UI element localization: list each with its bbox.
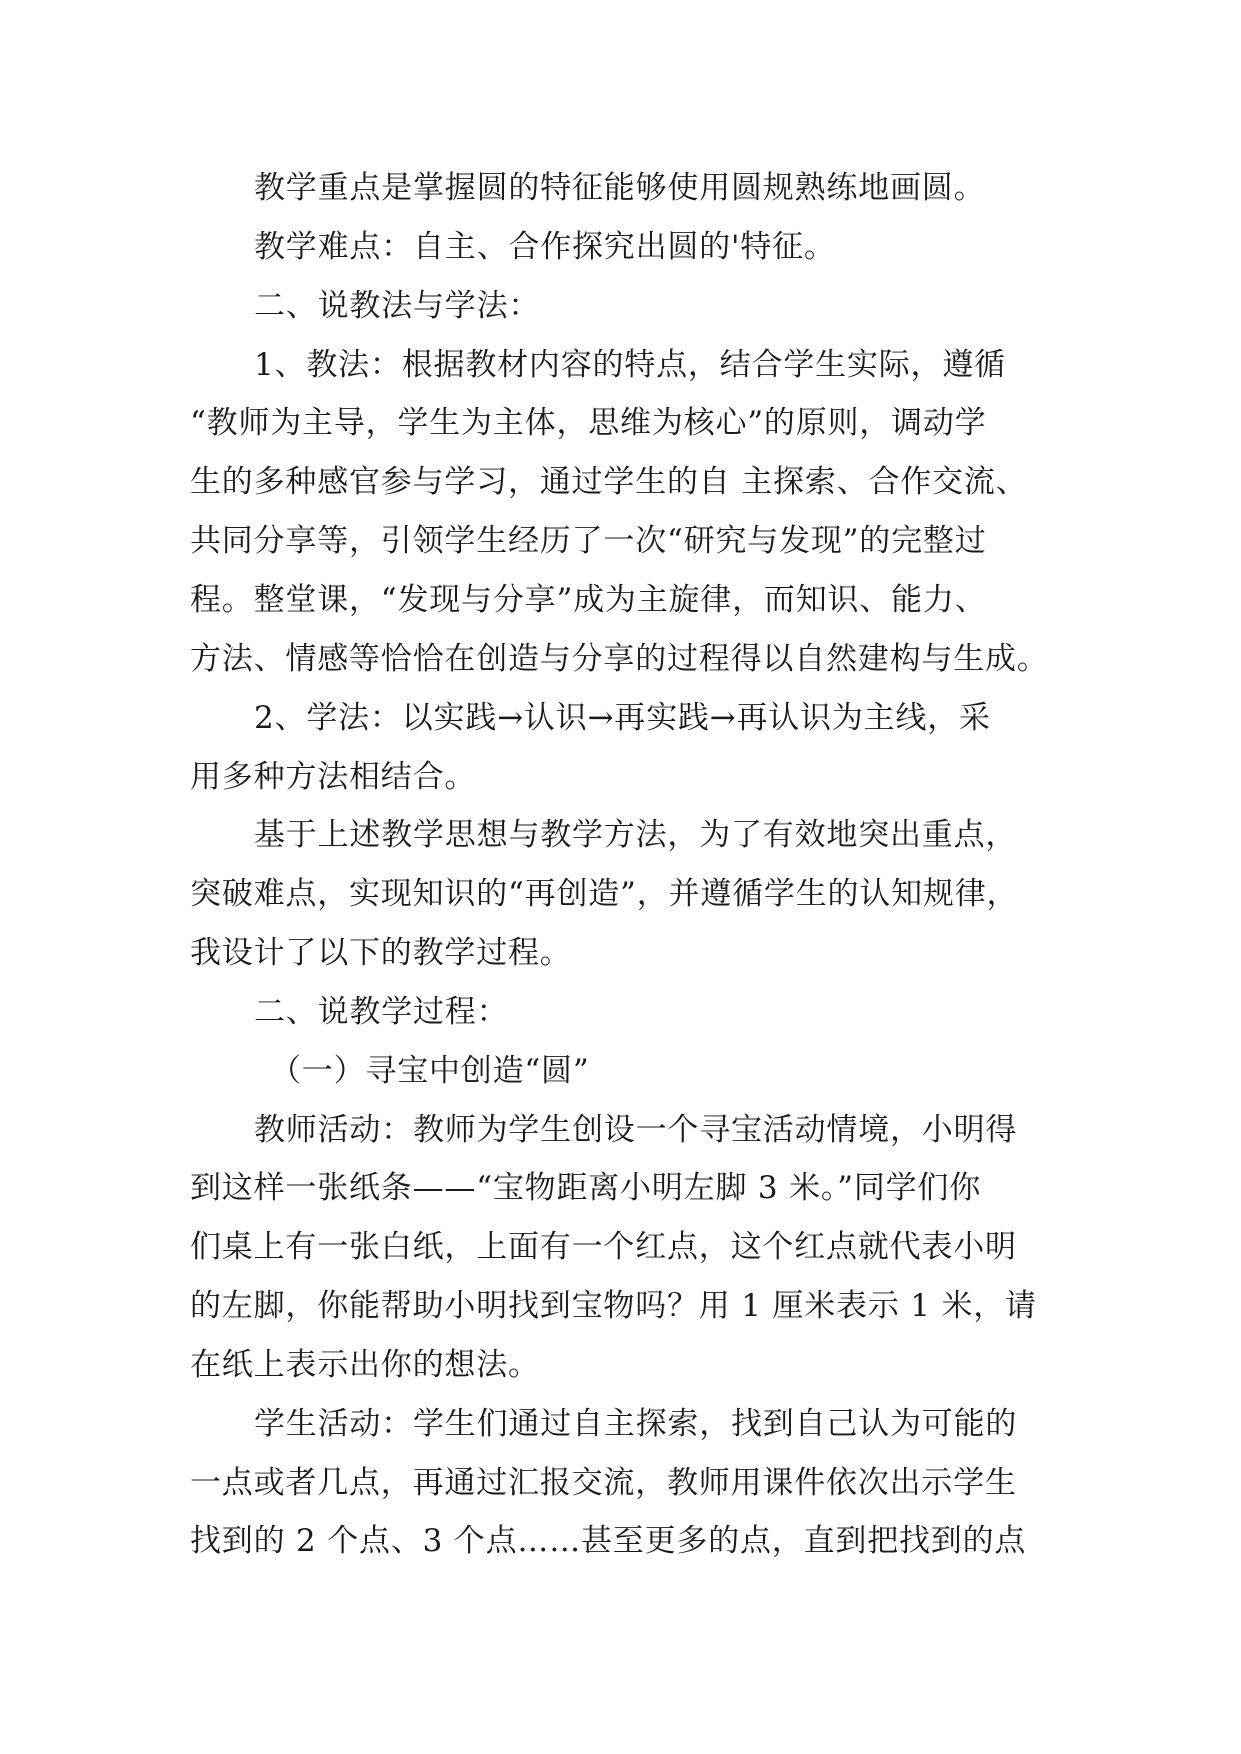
text-line: 在纸上表示出你的想法。: [190, 1347, 540, 1383]
text-line: 到这样一张纸条——“宝物距离小明左脚 3 米。”同学们你: [190, 1170, 982, 1206]
text-line: 找到的 2 个点、3 个点……甚至更多的点，直到把找到的点: [190, 1523, 1027, 1559]
section-heading: 二、说教学过程：: [254, 994, 509, 1030]
subsection-heading: （一）寻宝中创造“圆”: [270, 1053, 590, 1089]
text-line: 突破难点，实现知识的“再创造”，并遵循学生的认知规律，: [190, 876, 1019, 912]
text-line: 1、教法：根据教材内容的特点，结合学生实际，遵循: [254, 347, 1006, 383]
text-line: 基于上述教学思想与教学方法，为了有效地突出重点，: [254, 817, 1018, 853]
text-line: 生的多种感官参与学习，通过学生的自 主探索、合作交流、: [190, 464, 1028, 500]
text-line: 教学难点：自主、合作探究出圆的'特征。: [254, 229, 836, 265]
text-line: 程。整堂课，“发现与分享”成为主旋律，而知识、能力、: [190, 582, 987, 618]
text-line: 用多种方法相结合。: [190, 759, 477, 795]
text-line: 们桌上有一张白纸，上面有一个红点，这个红点就代表小明: [190, 1229, 1017, 1265]
text-line: 的左脚，你能帮助小明找到宝物吗？用 1 厘米表示 1 米，请: [190, 1288, 1037, 1324]
text-line: 我设计了以下的教学过程。: [190, 935, 572, 971]
text-line: 方法、情感等恰恰在创造与分享的过程得以自然建构与生成。: [190, 641, 1049, 677]
section-heading: 二、说教法与学法：: [254, 288, 541, 324]
text-line: 共同分享等，引领学生经历了一次“研究与发现”的完整过: [190, 523, 987, 559]
text-line: 学生活动：学生们通过自主探索，找到自己认为可能的: [254, 1406, 1018, 1442]
text-line: 教学重点是掌握圆的特征能够使用圆规熟练地画圆。: [254, 170, 986, 206]
text-line: 一点或者几点，再通过汇报交流，教师用课件依次出示学生: [190, 1465, 1017, 1501]
text-line: 教师活动：教师为学生创设一个寻宝活动情境，小明得: [254, 1112, 1018, 1148]
text-line: 2、学法：以实践→认识→再实践→再认识为主线，采: [254, 700, 991, 736]
text-line: “教师为主导，学生为主体，思维为核心”的原则，调动学: [190, 405, 987, 441]
